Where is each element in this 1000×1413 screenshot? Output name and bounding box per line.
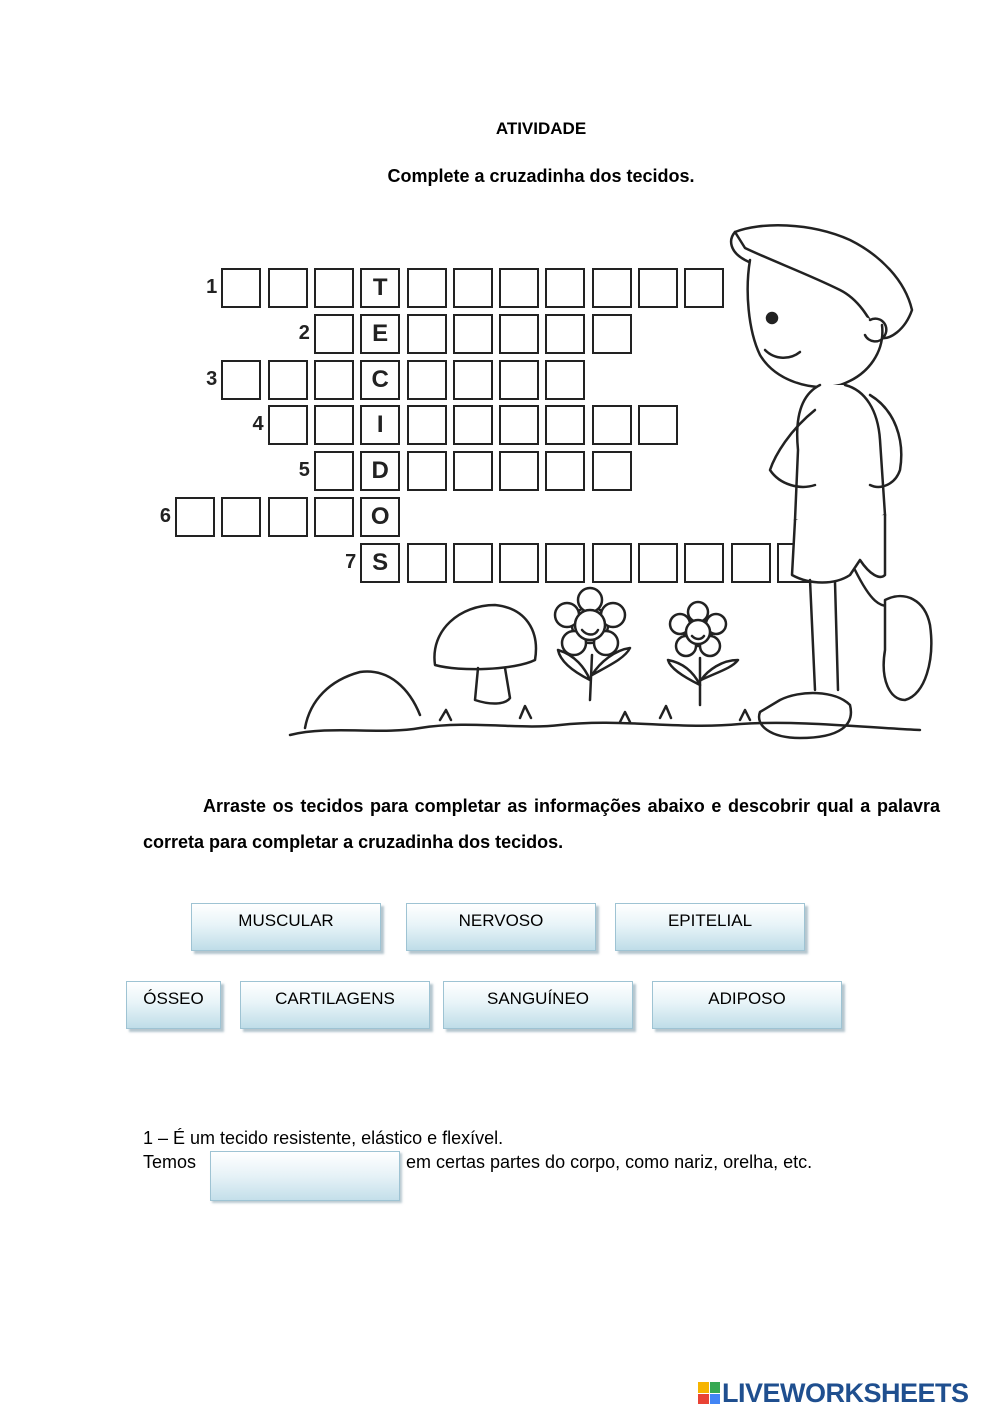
word-chip-osseo[interactable]: ÓSSEO [126, 981, 221, 1029]
clue-number: 7 [345, 550, 357, 573]
clue-number: 1 [206, 276, 218, 298]
brand-name: LIVEWORKSHEETS [722, 1377, 969, 1408]
crossword-key-cell: O [360, 497, 400, 537]
clue-number: 3 [206, 367, 218, 390]
crossword-key-cell: T [360, 268, 400, 308]
answer-drop-zone[interactable] [210, 1151, 400, 1201]
crossword-key-cell: E [360, 314, 400, 354]
page-subtitle: Complete a cruzadinha dos tecidos. [387, 166, 695, 186]
page-title: ATIVIDADE [495, 119, 587, 138]
word-chip-nervoso[interactable]: NERVOSO [406, 903, 596, 951]
crossword-key-cell: C [360, 360, 400, 400]
word-chip-epitelial[interactable]: EPITELIAL [615, 903, 805, 951]
question-1-text: 1 – É um tecido resistente, elástico e flexível. [143, 1128, 504, 1148]
clue-number: 2 [298, 321, 310, 344]
crossword-key-cell: D [360, 451, 400, 491]
clue-number: 6 [159, 505, 171, 527]
word-chip-adiposo[interactable]: ADIPOSO [652, 981, 842, 1029]
clue-number: 5 [298, 459, 310, 482]
instructions-paragraph [143, 788, 940, 860]
word-chip-sanguineo[interactable]: SANGUÍNEO [443, 981, 633, 1029]
word-chip-cartilagens[interactable]: CARTILAGENS [240, 981, 430, 1029]
crossword-key-cell: I [360, 405, 400, 445]
instructions-text: Arraste os tecidos para completar as informações abaixo e descobrir qual a palavra correta para completar a cruzadinha dos tecidos. [143, 796, 940, 852]
question-1-sentence [143, 1150, 813, 1174]
liveworksheets-logo-icon [698, 1382, 720, 1404]
word-chip-muscular[interactable]: MUSCULAR [191, 903, 381, 951]
question-1-after-blank: em certas partes do corpo, como nariz, orelha, etc. [406, 1152, 813, 1172]
question-1-before-blank: Temos [143, 1152, 197, 1172]
clue-number: 4 [252, 413, 264, 436]
liveworksheets-brand [698, 1378, 969, 1408]
crossword-key-cell: S [360, 543, 400, 583]
